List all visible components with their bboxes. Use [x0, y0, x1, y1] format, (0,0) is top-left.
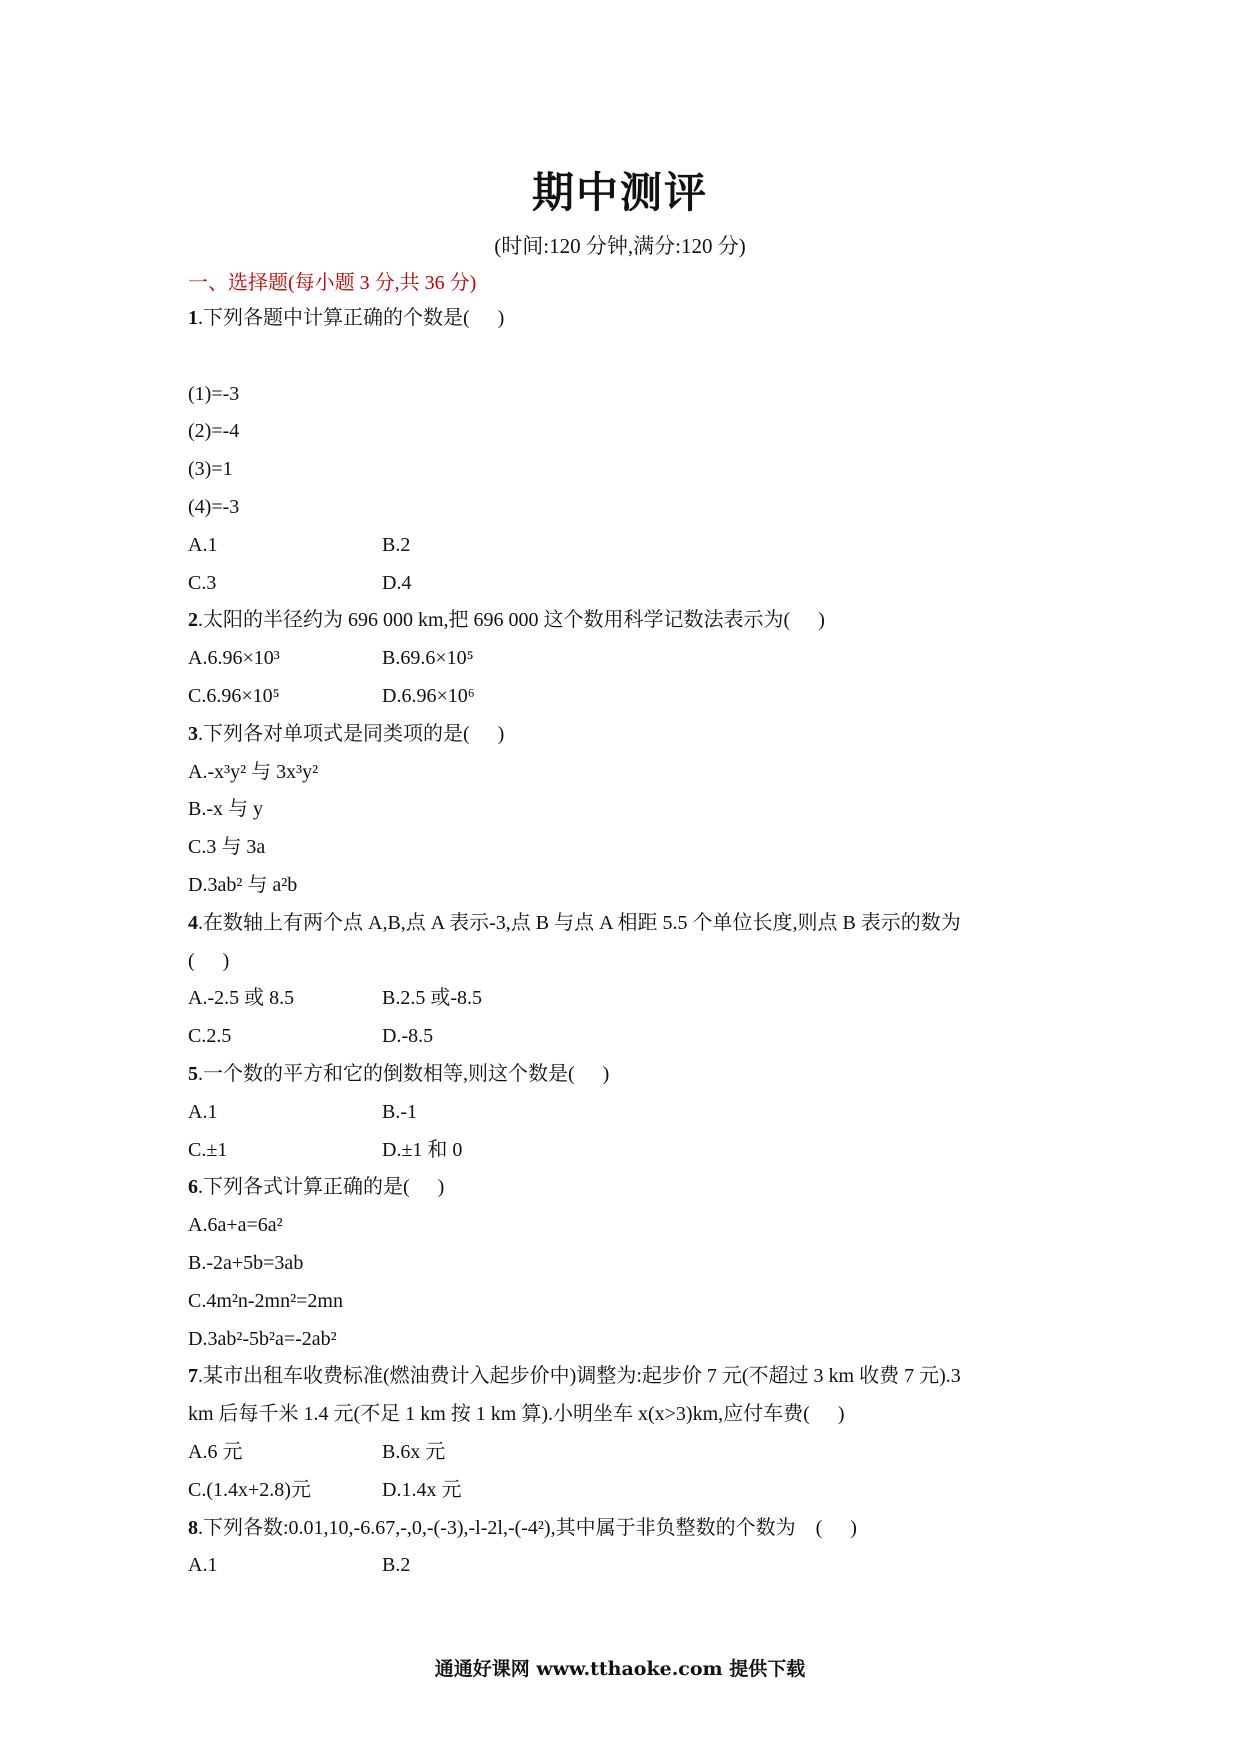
question-number: 7 [188, 1365, 198, 1388]
options-row [188, 980, 1068, 1018]
options-row [188, 565, 1068, 603]
option: A.1 [188, 533, 218, 556]
question-text: ( [188, 949, 195, 972]
option: B.2 [382, 1554, 411, 1577]
option: B.-2a+5b=3ab [188, 1251, 304, 1274]
option: C.3 [188, 571, 217, 594]
option: C.±1 [188, 1138, 228, 1161]
question-8-stem: 8.下列各数:0.01,10,-6.67,-,0,-(-3),-l-2l,-(-4²),其中属于非负整数的个数为 ( ) [188, 1516, 857, 1539]
question-7-stem [188, 1358, 1068, 1396]
options-row [188, 1132, 1068, 1170]
question-text: .一个数的平方和它的倒数相等,则这个数是( [198, 1062, 575, 1085]
question-1-item: (1)=-3 [188, 382, 240, 405]
question-1-stem: 1.下列各题中计算正确的个数是( ) [188, 307, 505, 329]
question-3-stem: 3.下列各对单项式是同类项的是( ) [188, 722, 505, 745]
section-heading: 一、选择题(每小题 3 分,共 36 分) [188, 272, 477, 294]
option: B.2.5 或-8.5 [382, 987, 482, 1010]
exam-content [188, 266, 1068, 1585]
options-row [188, 1018, 1068, 1056]
option: D.-8.5 [382, 1025, 434, 1048]
question-1-item: (3)=1 [188, 458, 233, 481]
option: C.2.5 [188, 1025, 232, 1048]
option: D.4 [382, 571, 412, 594]
option: B.2 [382, 533, 411, 556]
option: A.1 [188, 1100, 218, 1123]
options-row [188, 678, 1068, 716]
question-2-stem: 2.太阳的半径约为 696 000 km,把 696 000 这个数用科学记数法表示为( ) [188, 609, 825, 632]
option: D.6.96×10⁶ [382, 684, 475, 707]
question-4-stem [188, 905, 1068, 943]
question-number: 5 [188, 1062, 198, 1085]
question-1-item: (4)=-3 [188, 495, 240, 518]
options-row [188, 1094, 1068, 1132]
options-row [188, 527, 1068, 565]
question-text: .下列各对单项式是同类项的是( [198, 722, 470, 745]
question-number: 8 [188, 1516, 198, 1539]
option: A.6.96×10³ [188, 647, 280, 670]
option: A.-x³y² 与 3x³y² [188, 760, 319, 783]
options-row [188, 640, 1068, 678]
option: D.3ab² 与 a²b [188, 873, 298, 896]
question-7-stem-cont: km 后每千米 1.4 元(不足 1 km 按 1 km 算).小明坐车 x(x>3)km,应付车费( ) [188, 1403, 845, 1426]
options-row [188, 1472, 1068, 1510]
footer-credit: 通通好课网 www.tthaoke.com 提供下载 [434, 1658, 806, 1680]
option: C.4m²n-2mn²=2mn [188, 1289, 343, 1312]
option: A.6 元 [188, 1440, 243, 1463]
question-number: 3 [188, 722, 198, 745]
option: D.±1 和 0 [382, 1138, 463, 1161]
option: B.-x 与 y [188, 798, 263, 821]
question-number: 1 [188, 307, 198, 329]
question-text: km 后每千米 1.4 元(不足 1 km 按 1 km 算).小明坐车 x(x>3)km,应付车费( [188, 1403, 810, 1426]
option: C.(1.4x+2.8)元 [188, 1478, 311, 1501]
question-6-stem: 6.下列各式计算正确的是( ) [188, 1176, 445, 1199]
options-row [188, 1547, 1068, 1585]
option: B.6x 元 [382, 1440, 446, 1463]
question-number: 2 [188, 609, 198, 632]
question-1-item: (2)=-4 [188, 420, 240, 443]
option: B.69.6×10⁵ [382, 647, 474, 670]
option: D.3ab²-5b²a=-2ab² [188, 1327, 337, 1350]
exam-info: (时间:120 分钟,满分:120 分) [494, 234, 746, 258]
question-text: .太阳的半径约为 696 000 km,把 696 000 这个数用科学记数法表示为( [198, 609, 791, 632]
question-text: .在数轴上有两个点 A,B,点 A 表示-3,点 B 与点 A 相距 5.5 个单位长度,则点 B 表示的数为 [198, 911, 961, 934]
option: A.-2.5 或 8.5 [188, 987, 295, 1010]
option: A.1 [188, 1554, 218, 1577]
question-number: 4 [188, 911, 198, 934]
option: C.3 与 3a [188, 836, 266, 859]
question-number: 6 [188, 1176, 198, 1199]
question-text: .某市出租车收费标准(燃油费计入起步价中)调整为:起步价 7 元(不超过 3 km 收费 7 元).3 [198, 1365, 961, 1388]
question-4-stem-cont: ( ) [188, 949, 230, 972]
option: C.6.96×10⁵ [188, 684, 280, 707]
page-title: 期中测评 [531, 168, 708, 217]
question-text: .下列各题中计算正确的个数是( [198, 307, 470, 329]
option: D.1.4x 元 [382, 1478, 462, 1501]
option: A.6a+a=6a² [188, 1214, 283, 1237]
question-text: .下列各式计算正确的是( [198, 1176, 410, 1199]
option: B.-1 [382, 1100, 417, 1123]
question-text: .下列各数:0.01,10,-6.67,-,0,-(-3),-l-2l,-(-4²),其中属于非负整数的个数为 [198, 1516, 796, 1539]
question-5-stem: 5.一个数的平方和它的倒数相等,则这个数是( ) [188, 1062, 610, 1085]
options-row [188, 1434, 1068, 1472]
